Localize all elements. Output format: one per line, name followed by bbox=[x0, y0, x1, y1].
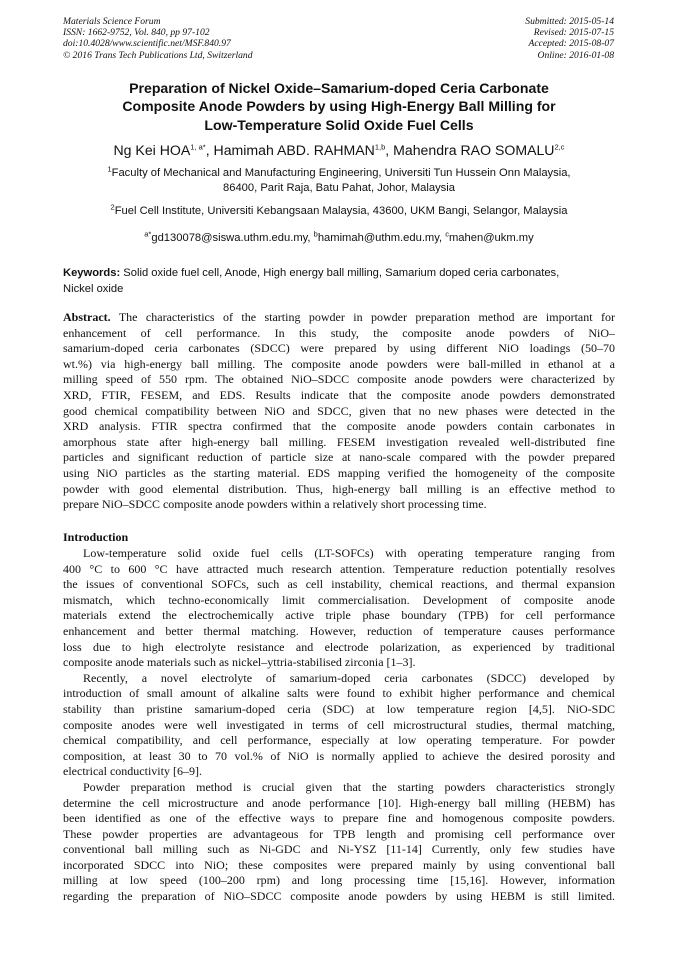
intro-line: Recently, a novel electrolyte of samarium-doped ceria carbonates (SDCC) developed by bbox=[83, 670, 615, 685]
journal-issn: ISSN: 1662-9752, Vol. 840, pp 97-102 bbox=[63, 27, 210, 39]
intro-line: electrical conductivity [6–9]. bbox=[63, 764, 202, 779]
intro-line: enhancement and better thermal matching. However, reduction of temperature causes performance bbox=[63, 623, 615, 638]
title-line: Preparation of Nickel Oxide–Samarium-doped Ceria Carbonate bbox=[129, 80, 549, 96]
affil-line: Faculty of Mechanical and Manufacturing Engineering, Universiti Tun Hussein Onn Malaysia, bbox=[111, 167, 571, 179]
author-affil-mark: 1,b bbox=[374, 142, 386, 152]
journal-doi[interactable]: doi:10.4028/www.scientific.net/MSF.840.97 bbox=[63, 38, 231, 50]
abstract-line: amorphous state after high-energy ball milling. FESEM investigation revealed well-distributed fine bbox=[63, 434, 615, 449]
intro-line: milling at low speed (100–200 rpm) and long processing time [15,16]. However, information bbox=[63, 873, 615, 888]
intro-line: conventional ball milling such as Ni-GDC and Ni-YSZ [11-14] Currently, only few studies have bbox=[63, 842, 615, 857]
intro-line: incorporated SDCC into NiO; these composites were prepared mainly by using conventional ball bbox=[63, 857, 615, 872]
intro-line: introduction of small amount of alkaline salts were found to exhibit higher performance and chemical bbox=[63, 686, 615, 701]
keywords-text: Nickel oxide bbox=[63, 282, 124, 295]
intro-line: been identified as one of the effective ways to prepare fine and homogenous composite powders. bbox=[63, 811, 615, 826]
abstract-line: XRD, FTIR, FESEM, and EDS. Results indicate that the composite anode powders demonstrated bbox=[63, 387, 615, 402]
intro-line: composite anode materials such as nickel–yttria-stabilised zirconia [1–3]. bbox=[63, 655, 416, 670]
author-list bbox=[40, 142, 638, 158]
abstract bbox=[63, 310, 615, 513]
email-link[interactable]: gd130078@siswa.uthm.edu.my, bbox=[151, 232, 314, 244]
keywords bbox=[63, 266, 615, 297]
intro-line: chemical compatibility, and cell performance, especially at low operating temperature. For powder bbox=[63, 733, 615, 748]
date-online: Online: 2016-01-08 bbox=[537, 49, 614, 61]
intro-line: composition, at least 30 to 70 vol.% of NiO is normally applied to achieve the desired porosity and bbox=[63, 748, 615, 763]
email-mark: b bbox=[313, 229, 318, 239]
email-link[interactable]: mahen@ukm.my bbox=[448, 232, 534, 244]
intro-line: stability than pristine samarium-doped ceria (SDC) at low temperature region [4,5]. NiO-SDC bbox=[63, 701, 615, 716]
abstract-line: using NiO particles as the starting material. EDS mapping verified the homogeneity of the composite bbox=[63, 465, 615, 480]
abstract-line: samarium-doped ceria carbonates (SDCC) were prepared by using different NiO loadings (50–70 bbox=[63, 341, 615, 356]
intro-line: Low-temperature solid oxide fuel cells (LT-SOFCs) with operating temperature ranging from bbox=[83, 546, 615, 560]
abstract-line: prepare NiO–SDCC composite anode powders within a relatively short processing time. bbox=[63, 497, 487, 512]
affil-mark: 1 bbox=[107, 164, 112, 174]
intro-line: the issues of conventional SOFCs, such as cell instability, chemical reactions, and thermal expansion bbox=[63, 577, 615, 592]
intro-line: materials extend the electrochemically active triple phase boundary (TPB) for cell performance bbox=[63, 608, 615, 623]
author-emails bbox=[40, 229, 638, 244]
abstract-line: The characteristics of the starting powder in powder preparation method are important for bbox=[110, 310, 615, 324]
affiliation-2 bbox=[40, 204, 638, 219]
intro-line: 400 °C to 600 °C have attracted much research attention. Temperature reduction potentially resolves bbox=[63, 561, 615, 576]
paper-title bbox=[40, 79, 638, 134]
author-name: , Hamimah ABD. RAHMAN bbox=[205, 142, 375, 158]
affil-line: Fuel Cell Institute, Universiti Kebangsaan Malaysia, 43600, UKM Bangi, Selangor, Malaysia bbox=[114, 205, 568, 217]
intro-line: loss due to high electrolyte resistance and electrode polarization, as experienced by traditional bbox=[63, 639, 615, 654]
journal-copyright: © 2016 Trans Tech Publications Ltd, Switzerland bbox=[63, 49, 253, 61]
date-submitted: Submitted: 2015-05-14 bbox=[525, 16, 614, 27]
abstract-line: XRD analysis. FTIR spectra confirmed that the composite anode powders contain carbonates in bbox=[63, 419, 615, 434]
affil-line: 86400, Parit Raja, Batu Pahat, Johor, Malaysia bbox=[223, 182, 455, 194]
author-name: Ng Kei HOA bbox=[113, 142, 191, 158]
journal-name: Materials Science Forum bbox=[63, 16, 161, 27]
date-accepted: Accepted: 2015-08-07 bbox=[528, 38, 614, 50]
keywords-text: Solid oxide fuel cell, Anode, High energy ball milling, Samarium doped ceria carbonates, bbox=[120, 267, 560, 279]
author-affil-mark: 2,c bbox=[554, 142, 565, 152]
journal-header-left bbox=[63, 16, 253, 61]
abstract-line: powder with good elemental distribution. Thus, high-energy ball milling is an effective method to bbox=[63, 481, 615, 496]
intro-line: mismatch, which techno-economically limit commercialisation. Development of composite anode bbox=[63, 592, 615, 607]
abstract-line: milling speed of 550 rpm. The obtained NiO–SDCC composite anode powders were characterized by bbox=[63, 372, 615, 387]
email-link[interactable]: hamimah@uthm.edu.my, bbox=[317, 232, 446, 244]
email-mark: a* bbox=[144, 229, 152, 239]
intro-line: Powder preparation method is crucial given that the starting powders characteristics strongly bbox=[83, 779, 615, 794]
journal-header-right bbox=[525, 16, 614, 61]
title-line: Low-Temperature Solid Oxide Fuel Cells bbox=[204, 116, 474, 133]
date-revised: Revised: 2015-07-15 bbox=[533, 27, 614, 39]
abstract-line: particles and significant reduction of particle size at nano-scale compared with the powder prepared bbox=[63, 450, 615, 465]
section-heading-introduction: Introduction bbox=[63, 530, 129, 544]
intro-line: These powder properties are advantageous for TPB length and promising cell performance over bbox=[63, 826, 615, 841]
intro-line: determine the cell microstructure and anode performance [10]. High-energy ball milling (HEBM) has bbox=[63, 795, 615, 810]
abstract-line: wt.%) via high-energy ball milling. The composite anode powders were ball-milled in ethanol at a bbox=[63, 356, 615, 371]
author-affil-mark: 1, a* bbox=[190, 142, 206, 152]
author-name: , Mahendra RAO SOMALU bbox=[385, 142, 555, 158]
email-mark: c bbox=[445, 229, 449, 239]
intro-line: composite anodes were well investigated in terms of cell microstructural studies, thermal matching, bbox=[63, 717, 615, 732]
affil-mark: 2 bbox=[110, 202, 115, 212]
introduction-body bbox=[63, 546, 615, 905]
abstract-label: Abstract. bbox=[63, 310, 111, 324]
abstract-line: enhancement of cell performance. In this study, the composite anode powders of NiO– bbox=[63, 325, 615, 340]
title-line: Composite Anode Powders by using High-Energy Ball Milling for bbox=[122, 98, 556, 115]
abstract-line: good chemical compatibility between NiO and SDCC, given that no new phases were detected in the bbox=[63, 403, 615, 418]
intro-line: regarding the preparation of NiO–SDCC composite anode powders by using HEBM is still limited. bbox=[63, 889, 615, 904]
affiliation-1 bbox=[40, 166, 638, 196]
keywords-label: Keywords: bbox=[63, 267, 121, 279]
